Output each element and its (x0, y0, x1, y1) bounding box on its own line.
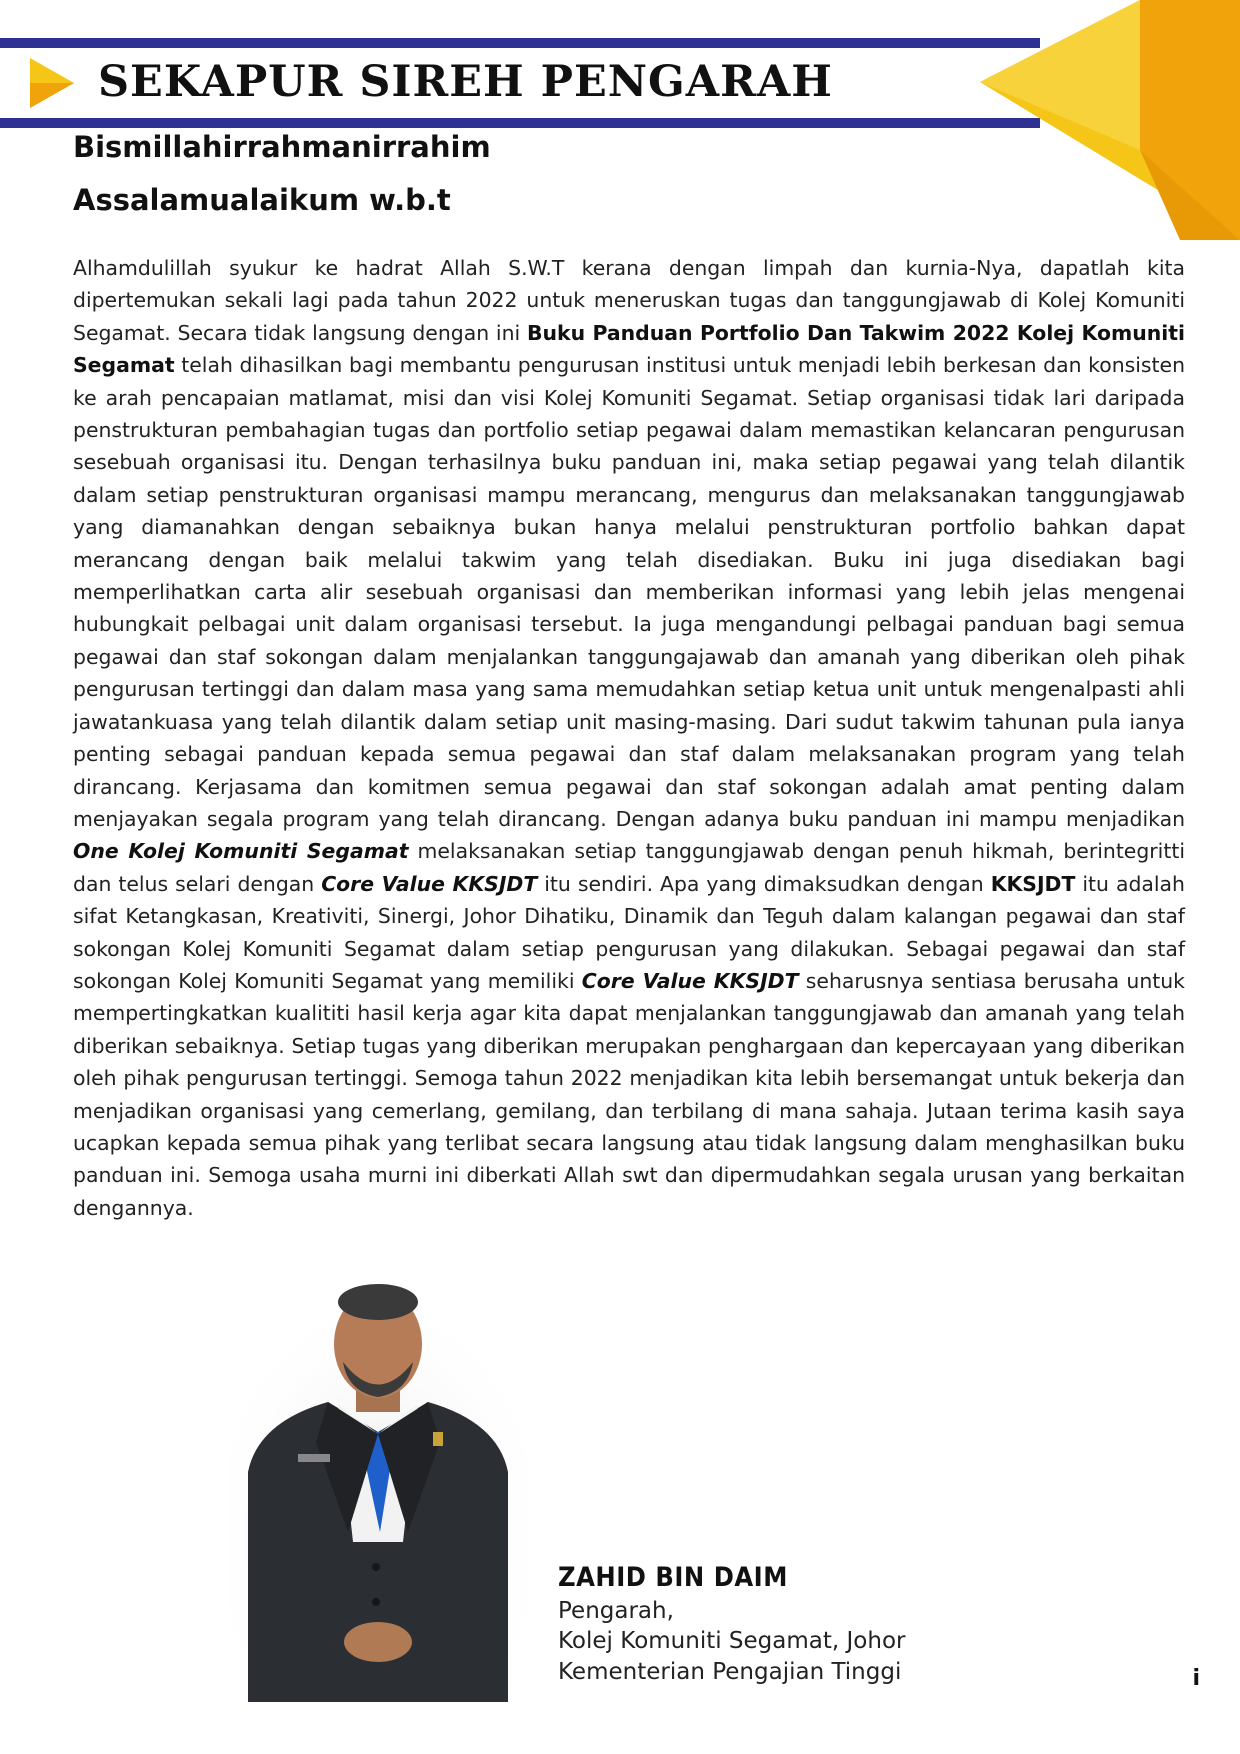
body-bold-one-kks: One Kolej Komuniti Segamat (73, 839, 409, 864)
body-text-segment: telah dihasilkan bagi membantu pengurusan institusi untuk menjadi lebih berkesan dan konsisten ke arah pencapaian matlamat, misi dan visi Kolej Komuniti Segamat. Setiap organisasi tidak lari daripada penstrukturan pembahagian tugas dan portfolio setiap pegawai dalam memastikan kelancaran pengurusan sesebuah organisasi itu. Dengan terhasilnya buku panduan ini, maka setiap pegawai yang telah dilantik dalam setiap penstrukturan organisasi mampu merancang, mengurus dan melaksanakan tanggungjawab yang diamanahkan dengan sebaiknya bukan hanya melalui penstrukturan portfolio bahkan dapat merancang dengan baik melalui takwim yang telah disediakan. Buku ini juga disediakan bagi memperlihatkan carta alir sesebuah organisasi dan memberikan informasi yang lebih jelas mengenai hubungkait pelbagai unit dalam organisasi tersebut. Ia juga mengandungi pelbagai panduan bagi semua pegawai dan staf sokongan dalam menjalankan tanggungajawab dan amanah yang diberikan oleh pihak pengurusan tertinggi dan dalam masa yang sama memudahkan setiap ketua unit untuk mengenalpasti ahli jawatankuasa yang telah dilantik dalam setiap unit masing-masing. Dari sudut takwim tahunan pula ianya penting sebagai panduan kepada semua pegawai dan staf dalam melaksanakan program yang telah dirancang. Kerjasama dan komitmen semua pegawai dan staf sokongan adalah amat penting dalam menjayakan segala program yang telah dirancang. Dengan adanya buku panduan ini mampu menjadikan (73, 353, 1185, 831)
page-title: SEKAPUR SIREH PENGARAH (98, 57, 833, 107)
header-top-bar (0, 38, 1040, 48)
body-bold-kksjdt: KKSJDT (990, 871, 1076, 896)
body-paragraph (73, 252, 1185, 1224)
body-text-segment: seharusnya sentiasa berusaha untuk mempertingkatkan kualititi hasil kerja agar kita dapat menjalankan tanggungjawab dan amanah yang telah diberikan sebaiknya. Setiap tugas yang diberikan merupakan penghargaan dan kepercayaan yang diberikan oleh pihak pengurusan tertinggi. Semoga tahun 2022 menjadikan kita lebih bersemangat untuk bekerja dan menjadikan organisasi yang cemerlang, gemilang, dan terbilang di mana sahaja. Jutaan terima kasih saya ucapkan kepada semua pihak yang terlibat secara langsung atau tidak langsung dalam menghasilkan buku panduan ini. Semoga usaha murni ini diberkati Allah swt dan dipermudahkan segala urusan yang berkaitan dengannya. (73, 968, 1185, 1220)
greeting-bismillah: Bismillahirrahmanirrahim (73, 130, 491, 164)
body-text-segment: itu sendiri. Apa yang dimaksudkan dengan (537, 871, 991, 896)
body-bold-core-value-2: Core Value KKSJDT (581, 968, 799, 993)
greeting-salam: Assalamualaikum w.b.t (73, 183, 451, 217)
signatory-name: ZAHID BIN DAIM (558, 1562, 788, 1593)
page-number: i (1192, 1666, 1200, 1691)
signatory-ministry: Kementerian Pengajian Tinggi (558, 1659, 902, 1685)
header-arrow-icon (28, 56, 76, 110)
signatory-title: Pengarah, (558, 1598, 674, 1624)
body-text-segment: melaksanakan setiap tanggungjawab dengan penuh hikmah, berintegritti dan telus selari dengan (73, 839, 1186, 896)
body-text-segment: itu adalah sifat Ketangkasan, Kreativiti, Sinergi, Johor Dihatiku, Dinamik dan Teguh dalam kalangan pegawai dan staf sokongan Kolej Komuniti Segamat dalam setiap pengurusan yang dilakukan. Sebagai pegawai dan staf sokongan Kolej Komuniti Segamat yang memiliki (73, 871, 1185, 993)
corner-triangle-decoration (980, 0, 1240, 240)
body-text-segment: Alhamdulillah syukur ke hadrat Allah S.W.T kerana dengan limpah dan kurnia-Nya, dapatlah kita dipertemukan sekali lagi pada tahun 2022 untuk meneruskan tugas dan tanggungjawab di Kolej Komuniti Segamat. Secara tidak langsung dengan ini (73, 256, 1185, 345)
body-bold-book-title: Buku Panduan Portfolio Dan Takwim 2022 Kolej Komuniti Segamat (73, 320, 1185, 378)
signatory-organization: Kolej Komuniti Segamat, Johor (558, 1628, 906, 1654)
body-bold-core-value: Core Value KKSJDT (321, 871, 538, 896)
header-bottom-bar (0, 118, 1040, 128)
director-photo (228, 1282, 528, 1702)
